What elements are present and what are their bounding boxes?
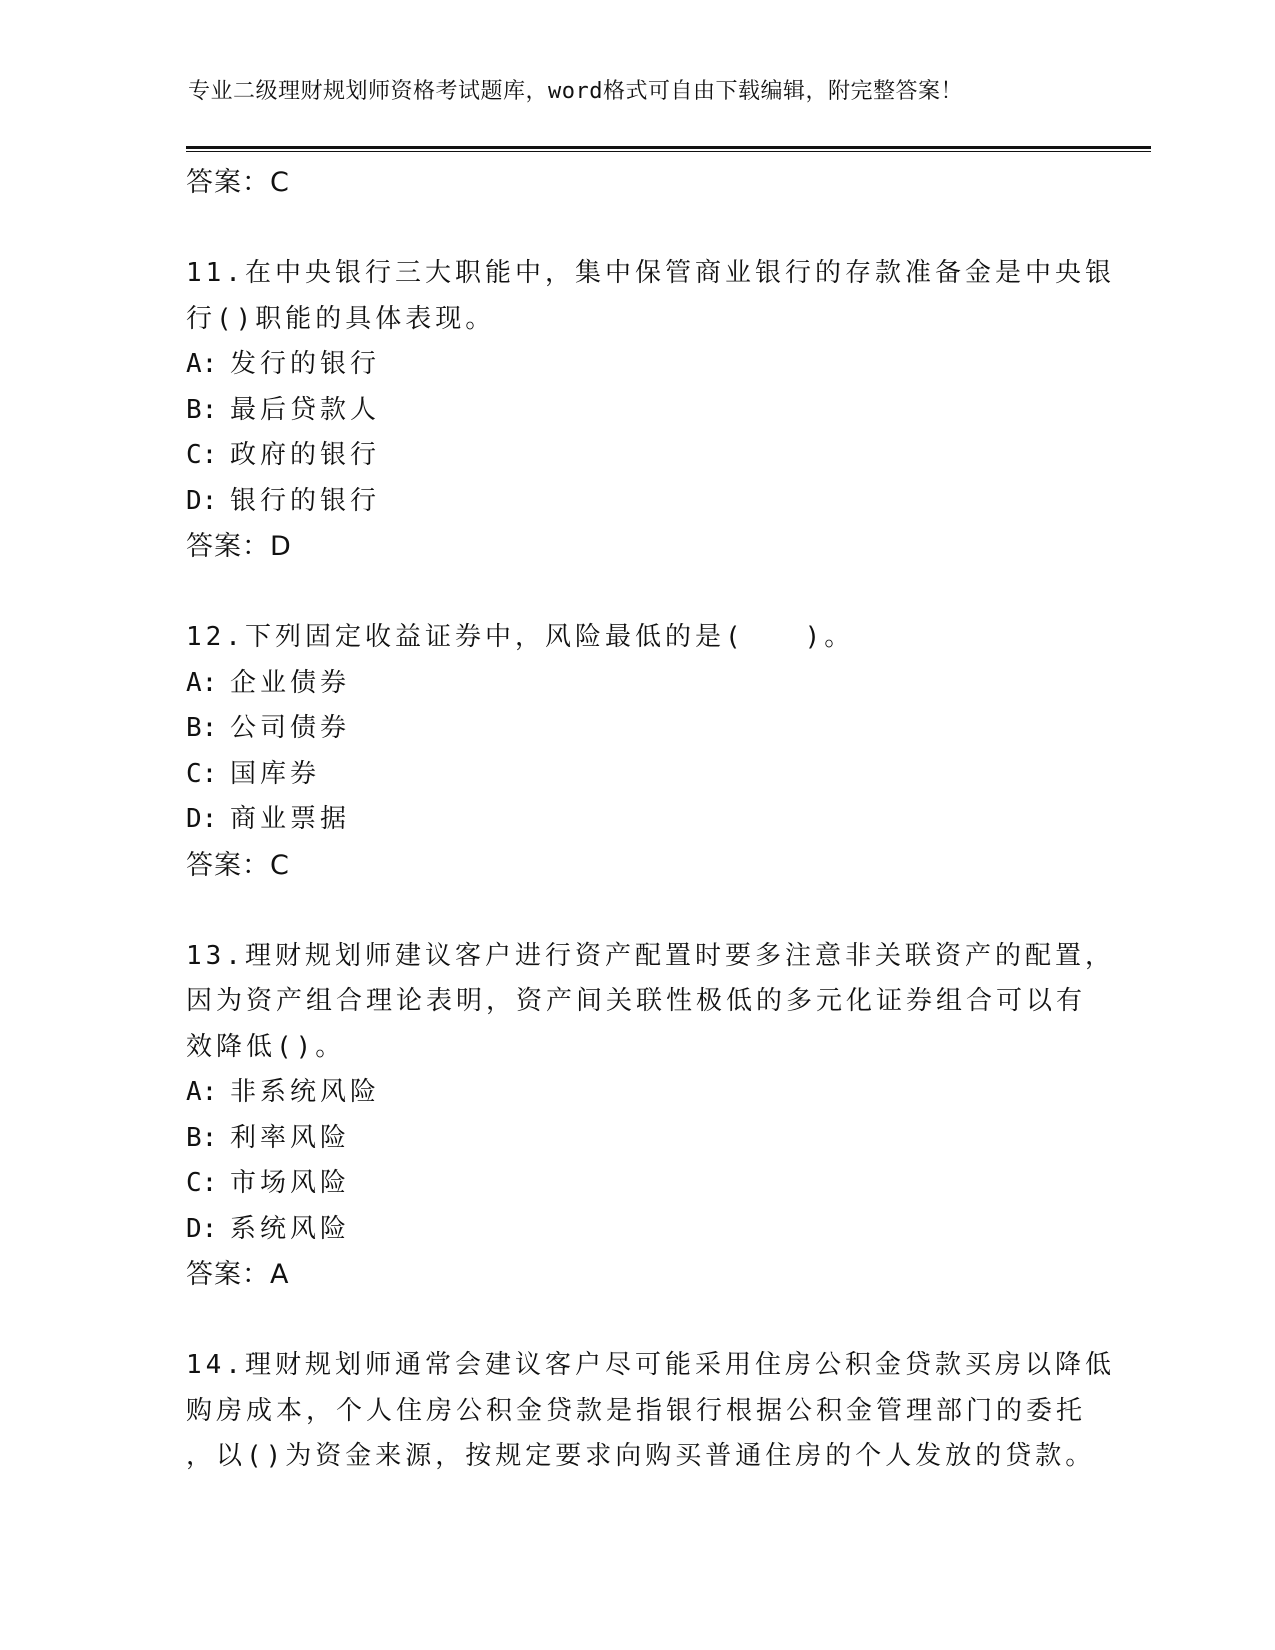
option-text: 最后贷款人 xyxy=(230,394,381,425)
option-text: 公司债券 xyxy=(230,713,351,743)
option-d xyxy=(186,797,1086,843)
option-text: 国库券 xyxy=(230,758,321,789)
question-text-line: 11.在中央银行三大职能中，集中保管商业银行的存款准备金是中央银 xyxy=(186,258,1115,288)
option-c xyxy=(186,1161,1086,1207)
option-b xyxy=(186,706,1086,752)
option-key: C: xyxy=(186,440,218,470)
option-b xyxy=(186,1116,1086,1162)
header-rule-thick xyxy=(186,146,1151,149)
option-key: D: xyxy=(186,485,218,516)
option-a xyxy=(186,661,1086,707)
header-rule-thin xyxy=(186,151,1151,152)
option-d xyxy=(186,479,1086,525)
option-key: A: xyxy=(186,1077,218,1107)
option-text: 商业票据 xyxy=(230,804,351,834)
option-b xyxy=(186,388,1086,434)
option-key: A: xyxy=(186,667,218,698)
option-key: B: xyxy=(186,1122,218,1153)
document-body xyxy=(186,160,1115,1480)
option-text: 银行的银行 xyxy=(230,485,381,516)
answer-line: 答案：D xyxy=(186,531,292,562)
option-key: B: xyxy=(186,713,218,743)
option-c xyxy=(186,752,1086,798)
question-text-line: 购房成本，个人住房公积金贷款是指银行根据公积金管理部门的委托 xyxy=(186,1395,1087,1426)
option-text: 市场风险 xyxy=(230,1168,351,1198)
option-key: D: xyxy=(186,804,218,834)
previous-answer: 答案：C xyxy=(186,167,290,198)
option-a xyxy=(186,342,1086,388)
question-14 xyxy=(186,1343,1115,1480)
header-text: 专业二级理财规划师资格考试题库，word格式可自由下载编辑，附完整答案！ xyxy=(188,79,963,104)
question-text-line: ，以()为资金来源，按规定要求向购买普通住房的个人发放的贷款。 xyxy=(186,1441,1096,1471)
question-text-line: 因为资产组合理论表明，资产间关联性极低的多元化证券组合可以有 xyxy=(186,986,1087,1016)
question-text-line: 13.理财规划师建议客户进行资产配置时要多注意非关联资产的配置， xyxy=(186,940,1115,971)
question-13 xyxy=(186,934,1115,1298)
option-d xyxy=(186,1207,1086,1253)
option-key: D: xyxy=(186,1213,218,1244)
option-text: 企业债券 xyxy=(230,667,351,698)
option-key: C: xyxy=(186,758,218,789)
question-text-line: 效降低()。 xyxy=(186,1031,346,1062)
question-text-line: 12.下列固定收益证券中，风险最低的是( )。 xyxy=(186,622,855,652)
option-text: 系统风险 xyxy=(230,1213,351,1244)
question-12 xyxy=(186,615,1086,888)
option-key: A: xyxy=(186,349,218,379)
option-text: 发行的银行 xyxy=(230,349,381,379)
answer-line: 答案：C xyxy=(186,849,290,881)
option-text: 非系统风险 xyxy=(230,1077,381,1107)
option-c xyxy=(186,433,1086,479)
question-text-line: 14.理财规划师通常会建议客户尽可能采用住房公积金贷款买房以降低 xyxy=(186,1350,1115,1380)
question-11 xyxy=(186,251,1115,570)
answer-line: 答案：A xyxy=(186,1259,290,1290)
option-text: 政府的银行 xyxy=(230,440,381,470)
option-a xyxy=(186,1070,1086,1116)
option-key: C: xyxy=(186,1168,218,1198)
option-key: B: xyxy=(186,394,218,425)
option-text: 利率风险 xyxy=(230,1122,351,1153)
question-text-line: 行()职能的具体表现。 xyxy=(186,303,496,334)
